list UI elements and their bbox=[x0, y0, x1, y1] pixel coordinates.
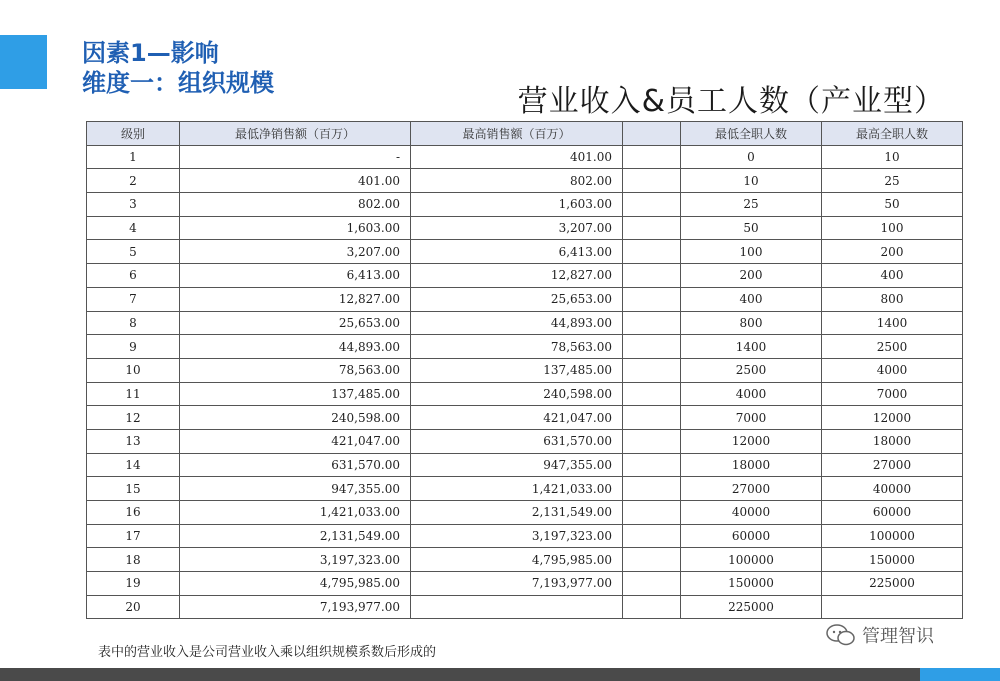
table-row bbox=[87, 429, 963, 453]
table-row bbox=[87, 216, 963, 240]
max-employees-cell: 100000 bbox=[822, 524, 963, 548]
level-cell: 20 bbox=[87, 595, 180, 619]
max-sales-cell: 12,827.00 bbox=[411, 264, 623, 288]
table-row bbox=[87, 264, 963, 288]
min-employees-cell: 27000 bbox=[681, 477, 822, 501]
max-sales-cell: 7,193,977.00 bbox=[411, 572, 623, 596]
min-sales-cell: 1,603.00 bbox=[180, 216, 411, 240]
table-row bbox=[87, 311, 963, 335]
min-sales-cell: - bbox=[180, 145, 411, 169]
org-size-table bbox=[86, 121, 963, 619]
min-employees-cell: 150000 bbox=[681, 572, 822, 596]
min-employees-cell: 60000 bbox=[681, 524, 822, 548]
max-sales-cell: 137,485.00 bbox=[411, 358, 623, 382]
min-sales-cell: 1,421,033.00 bbox=[180, 501, 411, 525]
level-cell: 8 bbox=[87, 311, 180, 335]
slide-title: 营业收入&员工人数（产业型） bbox=[517, 84, 945, 119]
table-body bbox=[87, 145, 963, 619]
min-employees-cell: 2500 bbox=[681, 358, 822, 382]
max-sales-cell: 78,563.00 bbox=[411, 335, 623, 359]
min-employees-cell: 40000 bbox=[681, 501, 822, 525]
spacer-cell bbox=[623, 595, 681, 619]
spacer-cell bbox=[623, 501, 681, 525]
min-employees-cell: 18000 bbox=[681, 453, 822, 477]
min-employees-cell: 100000 bbox=[681, 548, 822, 572]
min-sales-cell: 2,131,549.00 bbox=[180, 524, 411, 548]
min-sales-cell: 947,355.00 bbox=[180, 477, 411, 501]
min-sales-cell: 240,598.00 bbox=[180, 406, 411, 430]
max-employees-cell: 200 bbox=[822, 240, 963, 264]
min-employees-cell: 800 bbox=[681, 311, 822, 335]
max-employees-cell: 1400 bbox=[822, 311, 963, 335]
max-sales-cell: 2,131,549.00 bbox=[411, 501, 623, 525]
min-employees-cell: 4000 bbox=[681, 382, 822, 406]
spacer-cell bbox=[623, 548, 681, 572]
min-sales-cell: 4,795,985.00 bbox=[180, 572, 411, 596]
max-sales-cell: 3,207.00 bbox=[411, 216, 623, 240]
max-sales-cell: 631,570.00 bbox=[411, 429, 623, 453]
accent-square bbox=[0, 35, 47, 89]
spacer-cell bbox=[623, 406, 681, 430]
max-employees-cell: 4000 bbox=[822, 358, 963, 382]
max-employees-cell: 25 bbox=[822, 169, 963, 193]
min-employees-cell: 10 bbox=[681, 169, 822, 193]
spacer-cell bbox=[623, 169, 681, 193]
min-sales-cell: 44,893.00 bbox=[180, 335, 411, 359]
table-row bbox=[87, 335, 963, 359]
max-employees-cell: 27000 bbox=[822, 453, 963, 477]
max-employees-cell bbox=[822, 595, 963, 619]
level-cell: 17 bbox=[87, 524, 180, 548]
max-sales-cell: 1,421,033.00 bbox=[411, 477, 623, 501]
spacer-cell bbox=[623, 335, 681, 359]
spacer-cell bbox=[623, 287, 681, 311]
max-sales-cell bbox=[411, 595, 623, 619]
min-sales-cell: 421,047.00 bbox=[180, 429, 411, 453]
min-sales-cell: 401.00 bbox=[180, 169, 411, 193]
table-row bbox=[87, 572, 963, 596]
min-employees-cell: 400 bbox=[681, 287, 822, 311]
table-row bbox=[87, 453, 963, 477]
table-row bbox=[87, 524, 963, 548]
watermark bbox=[826, 622, 934, 648]
table-header-row bbox=[87, 122, 963, 146]
min-sales-cell: 78,563.00 bbox=[180, 358, 411, 382]
max-employees-cell: 400 bbox=[822, 264, 963, 288]
level-cell: 9 bbox=[87, 335, 180, 359]
max-employees-cell: 2500 bbox=[822, 335, 963, 359]
spacer-cell bbox=[623, 429, 681, 453]
level-cell: 10 bbox=[87, 358, 180, 382]
max-sales-cell: 421,047.00 bbox=[411, 406, 623, 430]
max-sales-cell: 25,653.00 bbox=[411, 287, 623, 311]
max-sales-cell: 947,355.00 bbox=[411, 453, 623, 477]
table-row bbox=[87, 145, 963, 169]
spacer-cell bbox=[623, 216, 681, 240]
spacer-cell bbox=[623, 264, 681, 288]
min-employees-cell: 0 bbox=[681, 145, 822, 169]
max-sales-cell: 802.00 bbox=[411, 169, 623, 193]
min-sales-cell: 631,570.00 bbox=[180, 453, 411, 477]
spacer-cell bbox=[623, 382, 681, 406]
min-sales-cell: 3,197,323.00 bbox=[180, 548, 411, 572]
min-sales-cell: 25,653.00 bbox=[180, 311, 411, 335]
max-employees-cell: 50 bbox=[822, 193, 963, 217]
min-sales-cell: 137,485.00 bbox=[180, 382, 411, 406]
max-sales-cell: 401.00 bbox=[411, 145, 623, 169]
max-sales-cell: 6,413.00 bbox=[411, 240, 623, 264]
max-employees-cell: 7000 bbox=[822, 382, 963, 406]
max-sales-cell: 4,795,985.00 bbox=[411, 548, 623, 572]
level-cell: 12 bbox=[87, 406, 180, 430]
min-employees-cell: 25 bbox=[681, 193, 822, 217]
header-line-2: 维度一：组织规模 bbox=[82, 69, 274, 97]
table-row bbox=[87, 501, 963, 525]
max-employees-cell: 10 bbox=[822, 145, 963, 169]
max-sales-cell: 1,603.00 bbox=[411, 193, 623, 217]
min-employees-cell: 225000 bbox=[681, 595, 822, 619]
level-cell: 13 bbox=[87, 429, 180, 453]
spacer-cell bbox=[623, 572, 681, 596]
level-cell: 5 bbox=[87, 240, 180, 264]
table-row bbox=[87, 358, 963, 382]
level-cell: 4 bbox=[87, 216, 180, 240]
table-row bbox=[87, 477, 963, 501]
level-cell: 15 bbox=[87, 477, 180, 501]
level-cell: 2 bbox=[87, 169, 180, 193]
footnote: 表中的营业收入是公司营业收入乘以组织规模系数后形成的 bbox=[98, 645, 437, 660]
max-sales-cell: 44,893.00 bbox=[411, 311, 623, 335]
header-line-1: 因素1—影响 bbox=[82, 39, 219, 67]
level-cell: 11 bbox=[87, 382, 180, 406]
table-row bbox=[87, 406, 963, 430]
spacer-cell bbox=[623, 358, 681, 382]
spacer-cell bbox=[623, 311, 681, 335]
bottom-bar bbox=[0, 668, 920, 681]
spacer-cell bbox=[623, 145, 681, 169]
max-employees-cell: 100 bbox=[822, 216, 963, 240]
bottom-bar-accent bbox=[920, 668, 1000, 681]
max-employees-cell: 40000 bbox=[822, 477, 963, 501]
spacer-cell bbox=[623, 524, 681, 548]
level-cell: 18 bbox=[87, 548, 180, 572]
max-employees-cell: 150000 bbox=[822, 548, 963, 572]
max-sales-cell: 3,197,323.00 bbox=[411, 524, 623, 548]
col-header-min-employees: 最低全职人数 bbox=[681, 122, 822, 146]
header-title bbox=[82, 38, 274, 98]
min-employees-cell: 1400 bbox=[681, 335, 822, 359]
max-employees-cell: 225000 bbox=[822, 572, 963, 596]
min-employees-cell: 100 bbox=[681, 240, 822, 264]
min-employees-cell: 200 bbox=[681, 264, 822, 288]
max-sales-cell: 240,598.00 bbox=[411, 382, 623, 406]
spacer-cell bbox=[623, 477, 681, 501]
max-employees-cell: 18000 bbox=[822, 429, 963, 453]
level-cell: 19 bbox=[87, 572, 180, 596]
spacer-cell bbox=[623, 453, 681, 477]
level-cell: 14 bbox=[87, 453, 180, 477]
min-sales-cell: 7,193,977.00 bbox=[180, 595, 411, 619]
col-header-max-employees: 最高全职人数 bbox=[822, 122, 963, 146]
col-header-level: 级别 bbox=[87, 122, 180, 146]
max-employees-cell: 60000 bbox=[822, 501, 963, 525]
table-row bbox=[87, 193, 963, 217]
table-row bbox=[87, 240, 963, 264]
wechat-icon bbox=[826, 623, 856, 647]
table-row bbox=[87, 287, 963, 311]
col-header-max-sales: 最高销售额（百万） bbox=[411, 122, 623, 146]
min-sales-cell: 6,413.00 bbox=[180, 264, 411, 288]
min-employees-cell: 50 bbox=[681, 216, 822, 240]
spacer-cell bbox=[623, 193, 681, 217]
min-employees-cell: 7000 bbox=[681, 406, 822, 430]
watermark-text: 管理智识 bbox=[862, 626, 934, 647]
max-employees-cell: 12000 bbox=[822, 406, 963, 430]
table-row bbox=[87, 595, 963, 619]
max-employees-cell: 800 bbox=[822, 287, 963, 311]
col-header-min-sales: 最低净销售额（百万） bbox=[180, 122, 411, 146]
level-cell: 16 bbox=[87, 501, 180, 525]
table-row bbox=[87, 382, 963, 406]
min-sales-cell: 12,827.00 bbox=[180, 287, 411, 311]
min-employees-cell: 12000 bbox=[681, 429, 822, 453]
table-row bbox=[87, 548, 963, 572]
spacer-cell bbox=[623, 240, 681, 264]
min-sales-cell: 3,207.00 bbox=[180, 240, 411, 264]
level-cell: 3 bbox=[87, 193, 180, 217]
col-header-spacer bbox=[623, 122, 681, 146]
level-cell: 1 bbox=[87, 145, 180, 169]
table-row bbox=[87, 169, 963, 193]
level-cell: 6 bbox=[87, 264, 180, 288]
level-cell: 7 bbox=[87, 287, 180, 311]
min-sales-cell: 802.00 bbox=[180, 193, 411, 217]
